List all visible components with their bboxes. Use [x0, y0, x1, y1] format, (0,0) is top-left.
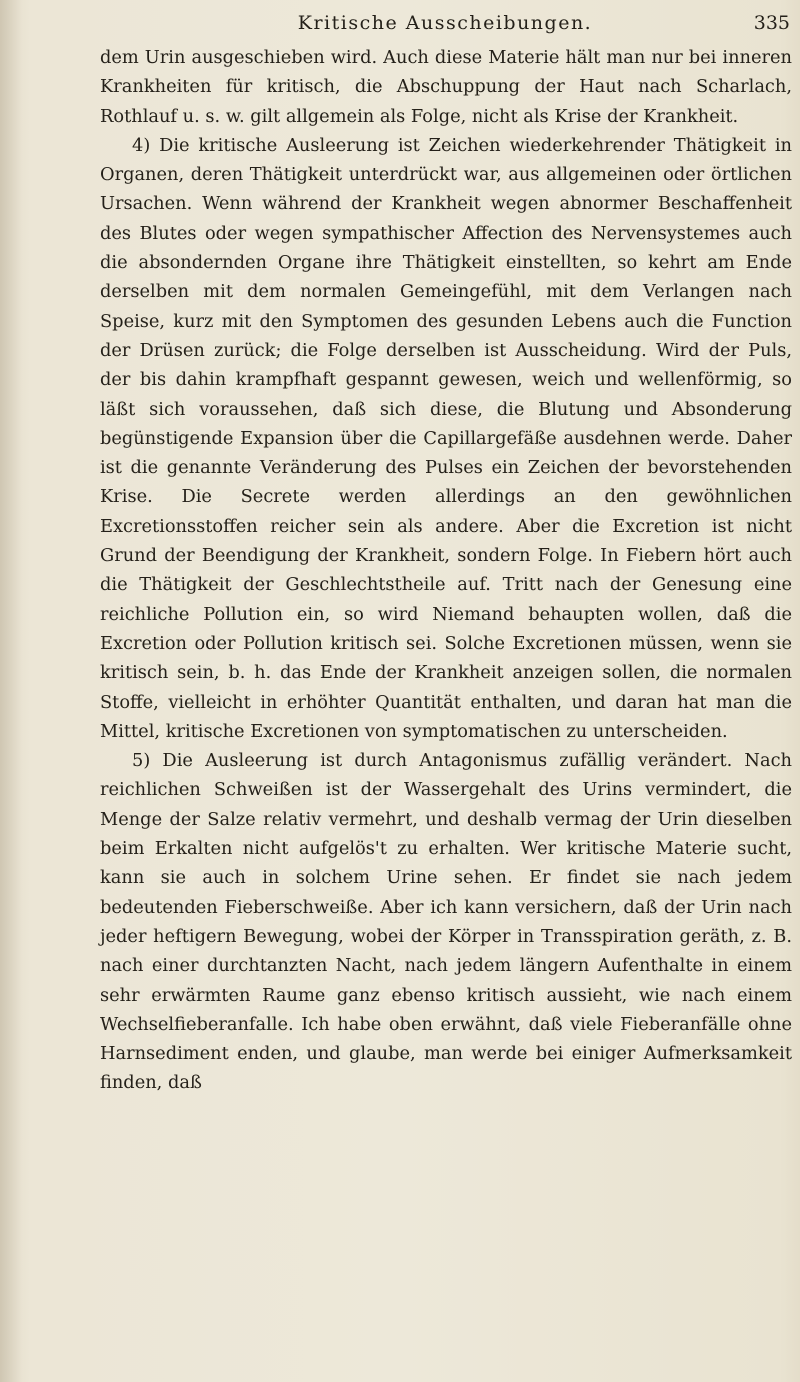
paragraph-point-5: 5) Die Ausleerung ist durch Antagonismus zufällig verändert. Nach reichlichen Schweißen ist der Wassergehalt des Urins vermindert, die Menge der Salze relativ vermehrt, und deshalb vermag der Urin dieselben beim Erkalten nicht aufgelös't zu erhalten. Wer kritische Materie sucht, kann sie auch in solchem Urine sehen. Er findet sie nach jedem bedeutenden Fieberschweiße. Aber ich kann versichern, daß der Urin nach jeder heftigern Bewegung, wobei der Körper in Transspiration geräth, z. B. nach einer durchtanzten Nacht, nach jedem längern Aufenthalte in einem sehr erwärmten Raume ganz ebenso kritisch aussieht, wie nach einem Wechselfieberanfalle. Ich habe oben erwähnt, daß viele Fieberanfälle ohne Harnsediment enden, und glaube, man werde bei einiger Aufmerksamkeit finden, daß — [100, 750, 792, 1094]
body-text — [100, 43, 792, 1098]
page-header — [100, 8, 790, 38]
paragraph-point-4: 4) Die kritische Ausleerung ist Zeichen wiederkehrender Thätigkeit in Organen, deren Thätigkeit unterdrückt war, aus allgemeinen oder örtlichen Ursachen. Wenn während der Krankheit wegen abnormer Beschaffenheit des Blutes oder wegen sympathischer Affection des Nervensystemes auch die absondernden Organe ihre Thätigkeit einstellten, so kehrt am Ende derselben mit dem normalen Gemeingefühl, mit dem Verlangen nach Speise, kurz mit den Symptomen des gesunden Lebens auch die Function der Drüsen zurück; die Folge derselben ist Ausscheidung. Wird der Puls, der bis dahin krampfhaft gespannt gewesen, weich und wellenförmig, so läßt sich voraussehen, daß sich diese, die Blutung und Absonderung begünstigende Expansion über die Capillargefäße ausdehnen werde. Daher ist die genannte Veränderung des Pulses ein Zeichen der bevorstehenden Krise. Die Secrete werden allerdings an den gewöhnlichen Excretionsstoffen reicher sein als andere. Aber die Excretion ist nicht Grund der Beendigung der Krankheit, sondern Folge. In Fiebern hört auch die Thätigkeit der Geschlechtstheile auf. Tritt nach der Genesung eine reichliche Pollution ein, so wird Niemand behaupten wollen, daß die Excretion oder Pollution kritisch sei. Solche Excretionen müssen, wenn sie kritisch sein, b. h. das Ende der Krankheit anzeigen sollen, die normalen Stoffe, vielleicht in erhöhter Quantität enthalten, und daran hat man die Mittel, kritische Excretionen von symptomatischen zu unterscheiden. — [100, 134, 792, 742]
running-head: Kritische Ausscheibungen. — [297, 12, 593, 34]
page-number: 335 — [753, 12, 790, 34]
paragraph-continuation: dem Urin ausgeschieben wird. Auch diese Materie hält man nur bei inneren Krankheiten für kritisch, die Abschuppung der Haut nach Scharlach, Rothlauf u. s. w. gilt allgemein als Folge, nicht als Krise der Krankheit. — [100, 47, 792, 127]
binding-shadow — [0, 0, 22, 1382]
